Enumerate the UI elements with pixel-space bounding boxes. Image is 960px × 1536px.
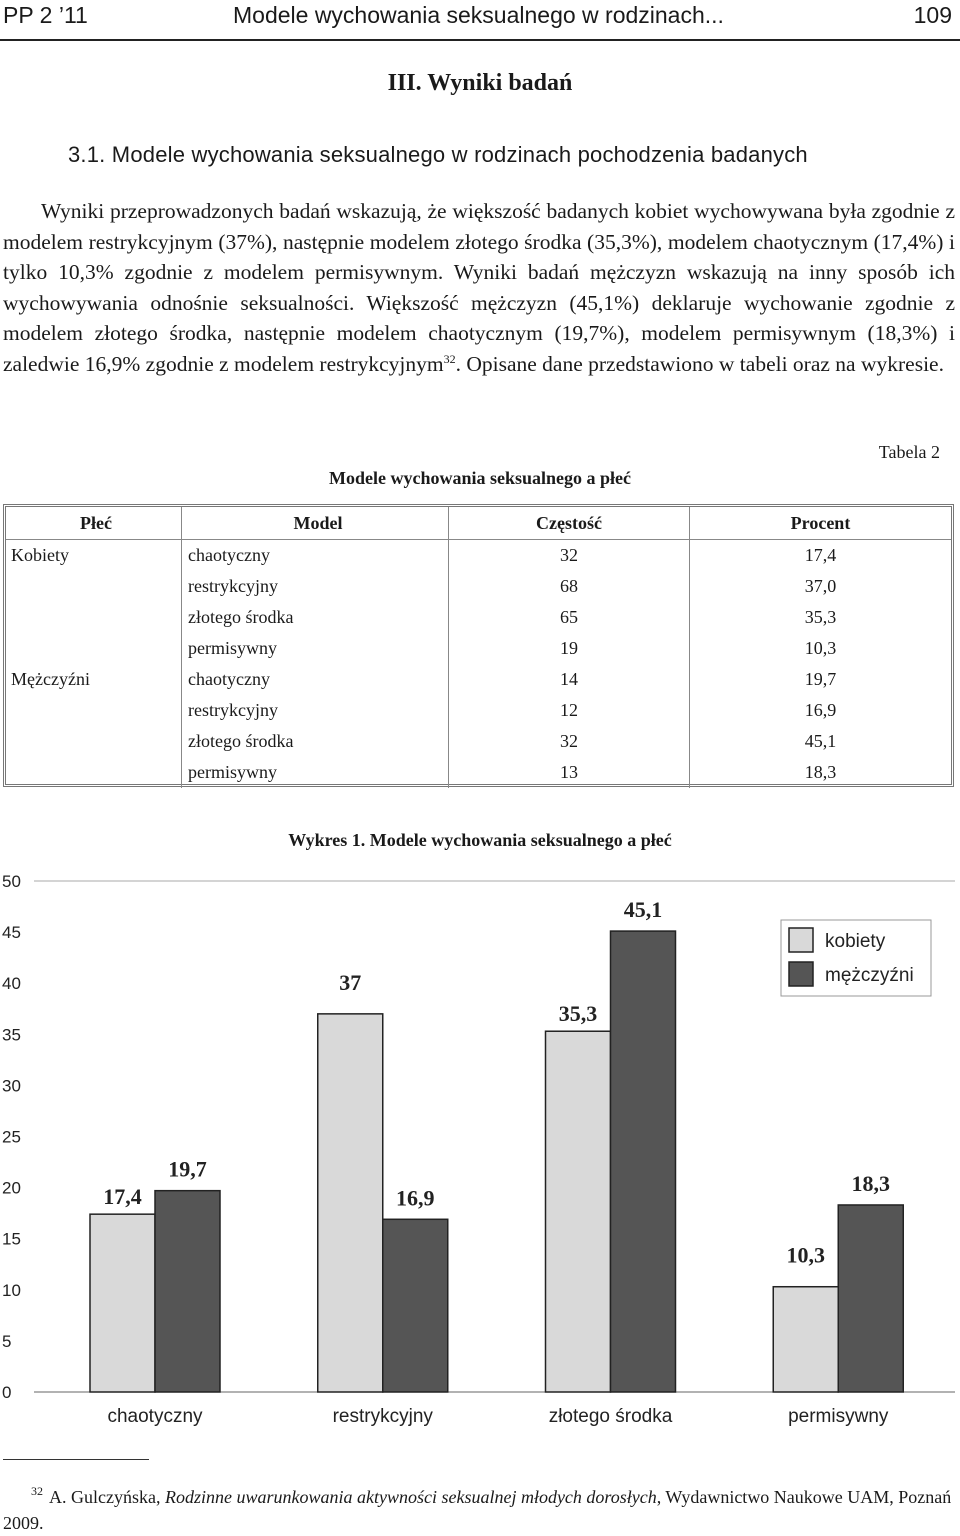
table-header-cell: Częstość	[449, 507, 690, 540]
table-header-cell: Płeć	[6, 507, 182, 540]
table-cell	[6, 602, 182, 633]
y-tick-label: 20	[2, 1178, 21, 1198]
table-row	[6, 664, 951, 695]
table-cell	[6, 633, 182, 664]
bar-value-label: 17,4	[103, 1184, 142, 1210]
body-paragraph	[3, 196, 955, 379]
y-tick-label: 5	[2, 1331, 12, 1351]
running-title: Modele wychowania seksualnego w rodzinach...	[233, 2, 724, 28]
table-cell: 13	[449, 757, 690, 788]
x-category-label: restrykcyjny	[332, 1406, 433, 1427]
table-cell: restrykcyjny	[182, 571, 449, 602]
bar	[383, 1219, 448, 1392]
legend-swatch	[789, 962, 813, 986]
table-row	[6, 757, 951, 788]
table-cell: złotego środka	[182, 602, 449, 633]
y-tick-label: 35	[2, 1025, 21, 1045]
table-cell: 32	[449, 726, 690, 757]
bar	[155, 1191, 220, 1392]
y-tick-label: 10	[2, 1280, 21, 1300]
journal-issue: PP 2 ’11	[3, 2, 88, 28]
table-cell: Kobiety	[11, 545, 69, 565]
table-cell: permisywny	[182, 633, 449, 664]
table-cell: 18,3	[690, 757, 952, 788]
bar	[773, 1287, 838, 1392]
x-category-label: permisywny	[788, 1406, 889, 1427]
y-tick-label: 40	[2, 974, 21, 994]
x-category-label: złotego środka	[548, 1406, 673, 1427]
table-cell: 17,4	[690, 540, 952, 572]
table-header-cell: Procent	[690, 507, 952, 540]
table-label: Tabela 2	[878, 442, 940, 462]
legend-label: mężczyźni	[825, 965, 914, 986]
table-row	[6, 633, 951, 664]
table-cell: 16,9	[690, 695, 952, 726]
data-table-frame	[3, 504, 954, 787]
bar	[318, 1014, 383, 1392]
table-row	[6, 695, 951, 726]
legend-swatch	[789, 928, 813, 952]
footnote-rule	[3, 1459, 149, 1460]
page-number: 109	[913, 2, 952, 28]
table-cell: chaotyczny	[182, 664, 449, 695]
table-cell: chaotyczny	[182, 540, 449, 572]
table-row	[6, 571, 951, 602]
y-tick-label: 45	[2, 923, 21, 943]
table-cell	[6, 571, 182, 602]
table-cell: restrykcyjny	[182, 695, 449, 726]
table-cell	[6, 726, 182, 757]
legend-label: kobiety	[825, 931, 886, 952]
paragraph-text: Wyniki przeprowadzonych badań wskazują, że większość badanych kobiet wychowywana była zgodnie z modelem restrykcyjnym (37%), następnie modelem złotego środka (35,3%), modelem chaotycznym (17,4%) i tylko 10,3% zgodnie z modelem permisywnym. Wyniki badań mężczyzn wskazują na inny sposób ich wychowywania odnośnie seksualności. Większość mężczyzn (45,1%) deklaruje wychowanie zgodnie z modelem złotego środka, następnie modelem chaotycznym (19,7%), modelem permisywnym (18,3%) i zaledwie 16,9% zgodnie z modelem restrykcyjnym	[3, 199, 955, 376]
table-cell: permisywny	[182, 757, 449, 788]
table-title: Modele wychowania seksualnego a płeć	[328, 468, 631, 488]
bar	[838, 1205, 903, 1392]
y-tick-label: 25	[2, 1127, 21, 1147]
data-table	[6, 507, 951, 788]
chart-title: Wykres 1. Modele wychowania seksualnego a płeć	[288, 830, 672, 850]
bar	[90, 1214, 155, 1392]
bar-value-label: 37	[339, 969, 362, 995]
table-cell: 19,7	[690, 664, 952, 695]
table-cell: 35,3	[690, 602, 952, 633]
footnote-reference[interactable]: 32	[443, 351, 456, 366]
footnote-publisher: , Wydawnictwo Naukowe UAM, Poznań 2009.	[3, 1487, 952, 1533]
bar-value-label: 19,7	[168, 1156, 207, 1182]
table-cell: 14	[449, 664, 690, 695]
table-cell: 12	[449, 695, 690, 726]
table-cell: 45,1	[690, 726, 952, 757]
table-cell: złotego środka	[182, 726, 449, 757]
bar-value-label: 10,3	[786, 1242, 825, 1268]
bar-chart	[0, 860, 960, 1430]
bar-value-label: 16,9	[396, 1185, 435, 1211]
bar-value-label: 18,3	[851, 1170, 890, 1196]
table-row	[6, 726, 951, 757]
y-tick-label: 0	[2, 1383, 12, 1402]
y-tick-label: 15	[2, 1229, 21, 1249]
table-cell: 32	[449, 540, 690, 572]
table-header-cell: Model	[182, 507, 449, 540]
footnote-number: 32	[31, 1484, 43, 1498]
x-category-label: chaotyczny	[107, 1406, 203, 1427]
table-header-row	[6, 507, 951, 540]
bar	[611, 931, 676, 1392]
y-tick-label: 50	[2, 872, 21, 891]
table-row	[6, 540, 951, 572]
table-cell: 10,3	[690, 633, 952, 664]
subsection-heading: 3.1. Modele wychowania seksualnego w rodzinach pochodzenia badanych	[68, 142, 808, 167]
table-cell: 68	[449, 571, 690, 602]
footnote-author: A. Gulczyńska,	[49, 1487, 165, 1507]
paragraph-text-end: . Opisane dane przedstawiono w tabeli oraz na wykresie.	[455, 351, 944, 376]
bar	[546, 1031, 611, 1392]
footnote	[3, 1478, 955, 1536]
footnote-book-title: Rodzinne uwarunkowania aktywności seksualnej młodych dorosłych	[164, 1487, 657, 1507]
y-tick-label: 30	[2, 1076, 21, 1096]
section-heading: III. Wyniki badań	[387, 70, 573, 96]
header-rule	[0, 39, 960, 41]
table-cell: 65	[449, 602, 690, 633]
table-cell	[6, 757, 182, 788]
table-cell: 37,0	[690, 571, 952, 602]
table-cell: Mężczyźni	[11, 669, 90, 689]
bar-value-label: 45,1	[623, 897, 663, 923]
table-cell	[6, 695, 182, 726]
table-cell: 19	[449, 633, 690, 664]
bar-value-label: 35,3	[558, 1001, 598, 1027]
table-row	[6, 602, 951, 633]
